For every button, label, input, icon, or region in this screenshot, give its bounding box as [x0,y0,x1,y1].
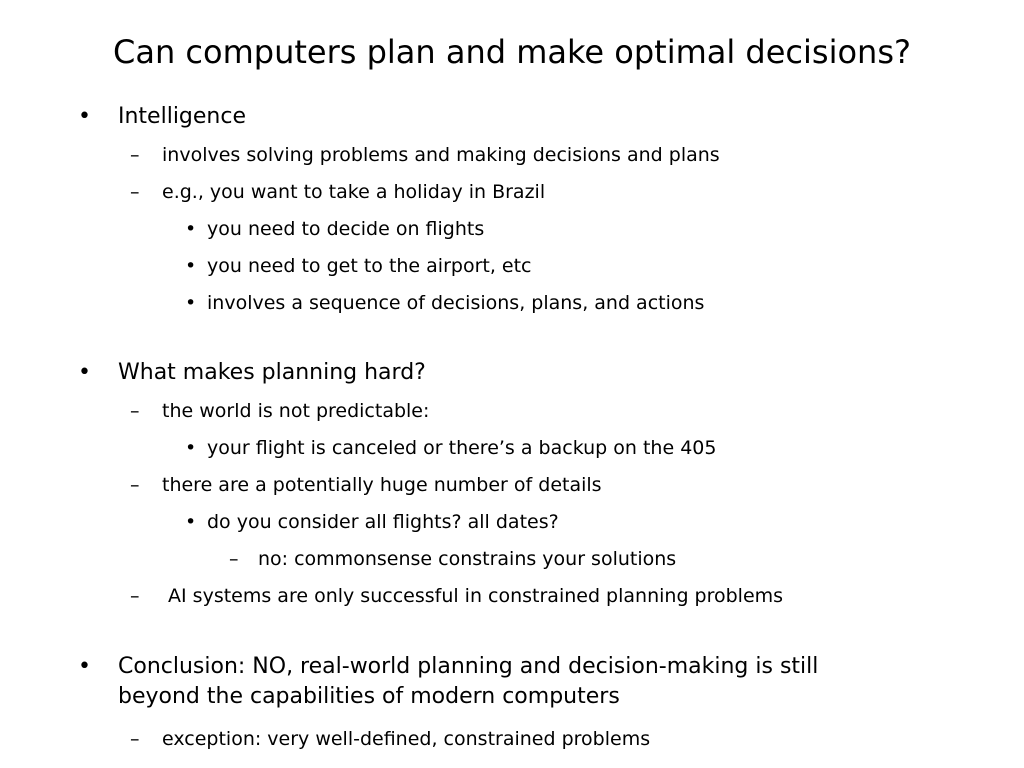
dash-marker: – [130,585,140,607]
sub-sub-bullet-text: involves a sequence of decisions, plans, and actions [207,292,705,314]
bullet-planning-hard [78,358,426,388]
bullet-conclusion [78,652,878,712]
dash-marker: – [130,474,140,496]
bullet-marker: • [185,437,197,459]
sub-sub-bullet [185,435,717,461]
dash-marker: – [229,548,239,570]
sub-bullet-text: there are a potentially huge number of details [162,474,602,496]
sub-bullet [130,398,430,424]
bullet-marker: • [78,360,91,385]
sub-bullet [130,583,784,609]
sub-bullet [130,472,602,498]
bullet-text: Conclusion: NO, real-world planning and decision-making is still beyond the capabilities of modern computers [118,654,819,709]
bullet-marker: • [78,104,91,129]
slide-title: Can computers plan and make optimal decisions? [113,33,911,71]
sub-sub-bullet-text: you need to decide on flights [207,218,485,240]
dash-marker: – [130,400,140,422]
sub-sub-bullet [185,509,559,535]
dash-marker: – [130,181,140,203]
sub-bullet-text: exception: very well-defined, constrained problems [162,728,651,750]
sub-sub-sub-bullet-text: no: commonsense constrains your solutions [258,548,677,570]
dash-marker: – [130,728,140,750]
bullet-marker: • [185,511,197,533]
bullet-marker: • [185,218,197,240]
bullet-marker: • [185,292,197,314]
sub-sub-sub-bullet [229,546,677,572]
sub-sub-bullet-text: your flight is canceled or there’s a backup on the 405 [207,437,717,459]
bullet-marker: • [185,255,197,277]
bullet-text: What makes planning hard? [118,360,426,385]
sub-bullet [130,726,651,752]
sub-sub-bullet [185,253,532,279]
sub-bullet-text: e.g., you want to take a holiday in Brazil [162,181,546,203]
dash-marker: – [130,144,140,166]
bullet-intelligence [78,102,247,132]
sub-bullet [130,179,546,205]
sub-bullet-text: the world is not predictable: [162,400,430,422]
sub-bullet [130,142,720,168]
sub-sub-bullet-text: do you consider all flights? all dates? [207,511,559,533]
sub-bullet-text: involves solving problems and making decisions and plans [162,144,720,166]
bullet-text: Intelligence [118,104,247,129]
sub-sub-bullet [185,290,705,316]
sub-sub-bullet [185,216,485,242]
sub-sub-bullet-text: you need to get to the airport, etc [207,255,532,277]
sub-bullet-text: AI systems are only successful in constrained planning problems [162,585,784,607]
bullet-marker: • [78,654,91,679]
